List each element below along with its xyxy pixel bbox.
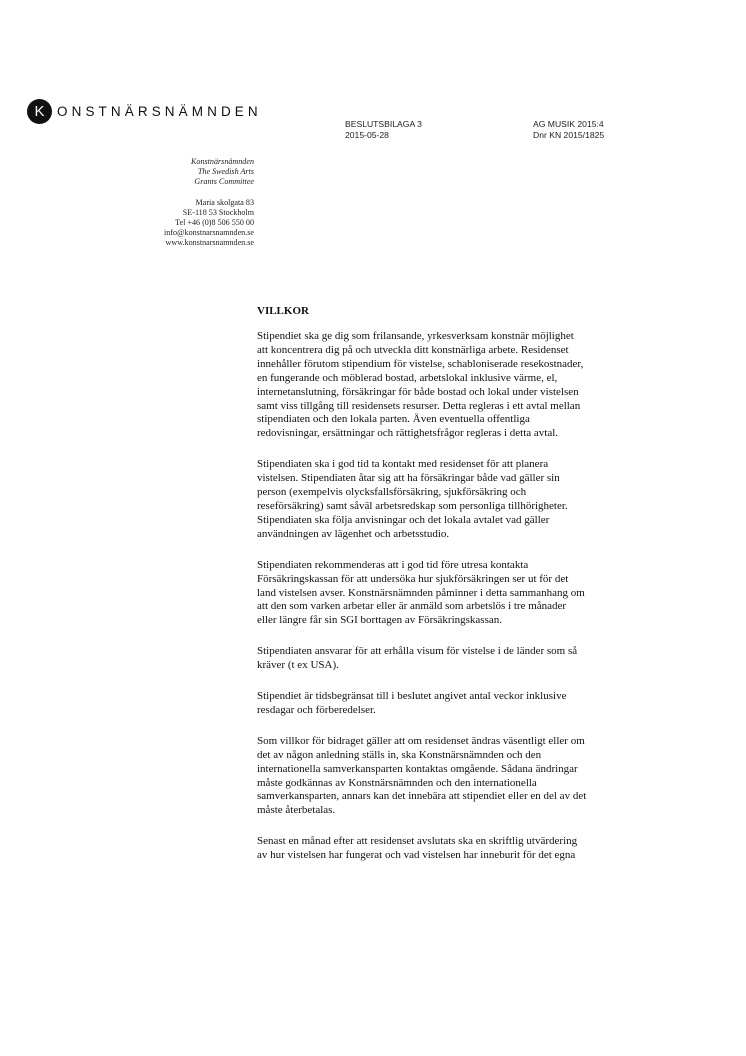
paragraph — [257, 735, 667, 818]
paragraph — [257, 458, 667, 541]
paragraph — [257, 835, 667, 863]
phone-number: Tel +46 (0)8 506 550 00 — [175, 218, 254, 228]
website-address: www.konstnarsnamnden.se — [165, 238, 254, 248]
document-body — [257, 305, 667, 880]
text-line: Stipendiet ska ge dig som frilansande, yrkesverksam konstnär möjlighet — [257, 330, 574, 342]
text-line: internetanslutning, försäkringar för både bostad och lokal under vistelsen — [257, 385, 579, 398]
text-line: innehåller förutom stipendium för vistelse, schabloniserade resekostnader, — [257, 357, 584, 370]
attachment-label: BESLUTSBILAGA 3 — [345, 119, 422, 129]
decision-reference: AG MUSIK 2015:4 — [533, 119, 604, 129]
text-line: land vistelsen avser. Konstnärsnämnden påminner i detta sammanhang om — [257, 586, 585, 599]
text-line: redovisningar, ersättningar och rättighetsfrågor regleras i detta avtal. — [257, 427, 559, 440]
text-line: att koncentrera dig på och utveckla ditt konstnärliga arbete. Residenset — [257, 343, 569, 356]
text-line: användningen av lägenhet och arbetsstudio. — [257, 527, 450, 540]
text-line: stipendiaten och den lokala parten. Även eventuella offentliga — [257, 413, 530, 426]
text-line: att den som varken arbetar eller är anmäld som arbetslös i tre månader — [257, 600, 567, 613]
text-line: Som villkor för bidraget gäller att om residenset ändras väsentligt eller om — [257, 734, 585, 747]
text-line: måste godkännas av Konstnärsnämnden och den internationella — [257, 776, 537, 789]
text-line: Stipendiaten ansvarar för att erhålla visum för vistelse i de länder som så — [257, 645, 578, 658]
text-line: Försäkringskassan för att undersöka hur sjukförsäkringen ser ut för det — [257, 572, 569, 585]
text-line: måste återbetalas. — [257, 804, 336, 817]
document-meta-right — [533, 119, 604, 141]
section-heading: VILLKOR — [257, 305, 309, 317]
text-line: eller längre får sin SGI borttagen av Försäkringskassan. — [257, 614, 502, 627]
text-line: samt viss tillgång till residensets resurser. Detta regleras i ett avtal mellan — [257, 399, 581, 412]
case-number: Dnr KN 2015/1825 — [533, 130, 605, 140]
text-line: kräver (t ex USA). — [257, 659, 339, 672]
document-meta-left — [345, 119, 422, 141]
org-name-swedish: Konstnärsnämnden — [191, 157, 254, 166]
organization-logo — [27, 98, 262, 124]
organization-address — [164, 157, 254, 249]
org-name-english-1: The Swedish Arts — [197, 167, 254, 177]
text-line: en fungerande och möblerad bostad, arbetslokal inklusive värme, el, — [257, 371, 558, 384]
postal-address: SE-118 53 Stockholm — [182, 207, 254, 217]
text-line: vistelsen. Stipendiaten åtar sig att ha försäkringar både vad gäller sin — [257, 472, 560, 485]
logo-wordmark: ONSTNÄRSNÄMNDEN — [57, 103, 262, 119]
text-line: Stipendiet är tidsbegränsat till i beslutet angivet antal veckor inklusive — [257, 690, 567, 703]
text-line: det av någon anledning ställs in, ska Konstnärsnämnden och den — [257, 748, 542, 761]
text-line: resdagar och förberedelser. — [257, 703, 376, 716]
text-line: samverkansparten, annars kan det innebära att stipendiet eller en del av det — [257, 790, 587, 803]
decision-date: 2015-05-28 — [345, 130, 389, 140]
paragraph — [257, 559, 667, 629]
paragraph — [257, 690, 667, 718]
text-line: Senast en månad efter att residenset avslutats ska en skriftlig utvärdering — [257, 835, 578, 848]
text-line: Stipendiaten rekommenderas att i god tid före utresa kontakta — [257, 558, 529, 571]
street-address: Maria skolgata 83 — [195, 197, 254, 207]
text-line: av hur vistelsen har fungerat och vad vistelsen har inneburit för det egna — [257, 849, 576, 862]
text-line: Stipendiaten ska i god tid ta kontakt med residenset för att planera — [257, 458, 549, 471]
logo-circle: K — [27, 99, 52, 124]
text-line: person (exempelvis olycksfallsförsäkring, sjukförsäkring och — [257, 486, 527, 499]
paragraph — [257, 330, 667, 441]
text-line: reseförsäkring) samt såväl arbetsredskap som personliga tillhörigheter. — [257, 499, 568, 512]
text-line: Stipendiaten ska följa anvisningar och det lokala avtalet vad gäller — [257, 513, 550, 526]
paragraph — [257, 645, 667, 673]
text-line: internationella samverkansparten kontaktas omgående. Sådana ändringar — [257, 762, 578, 775]
email-address: info@konstnarsnamnden.se — [164, 228, 254, 238]
org-name-english-2: Grants Committee — [194, 177, 254, 187]
